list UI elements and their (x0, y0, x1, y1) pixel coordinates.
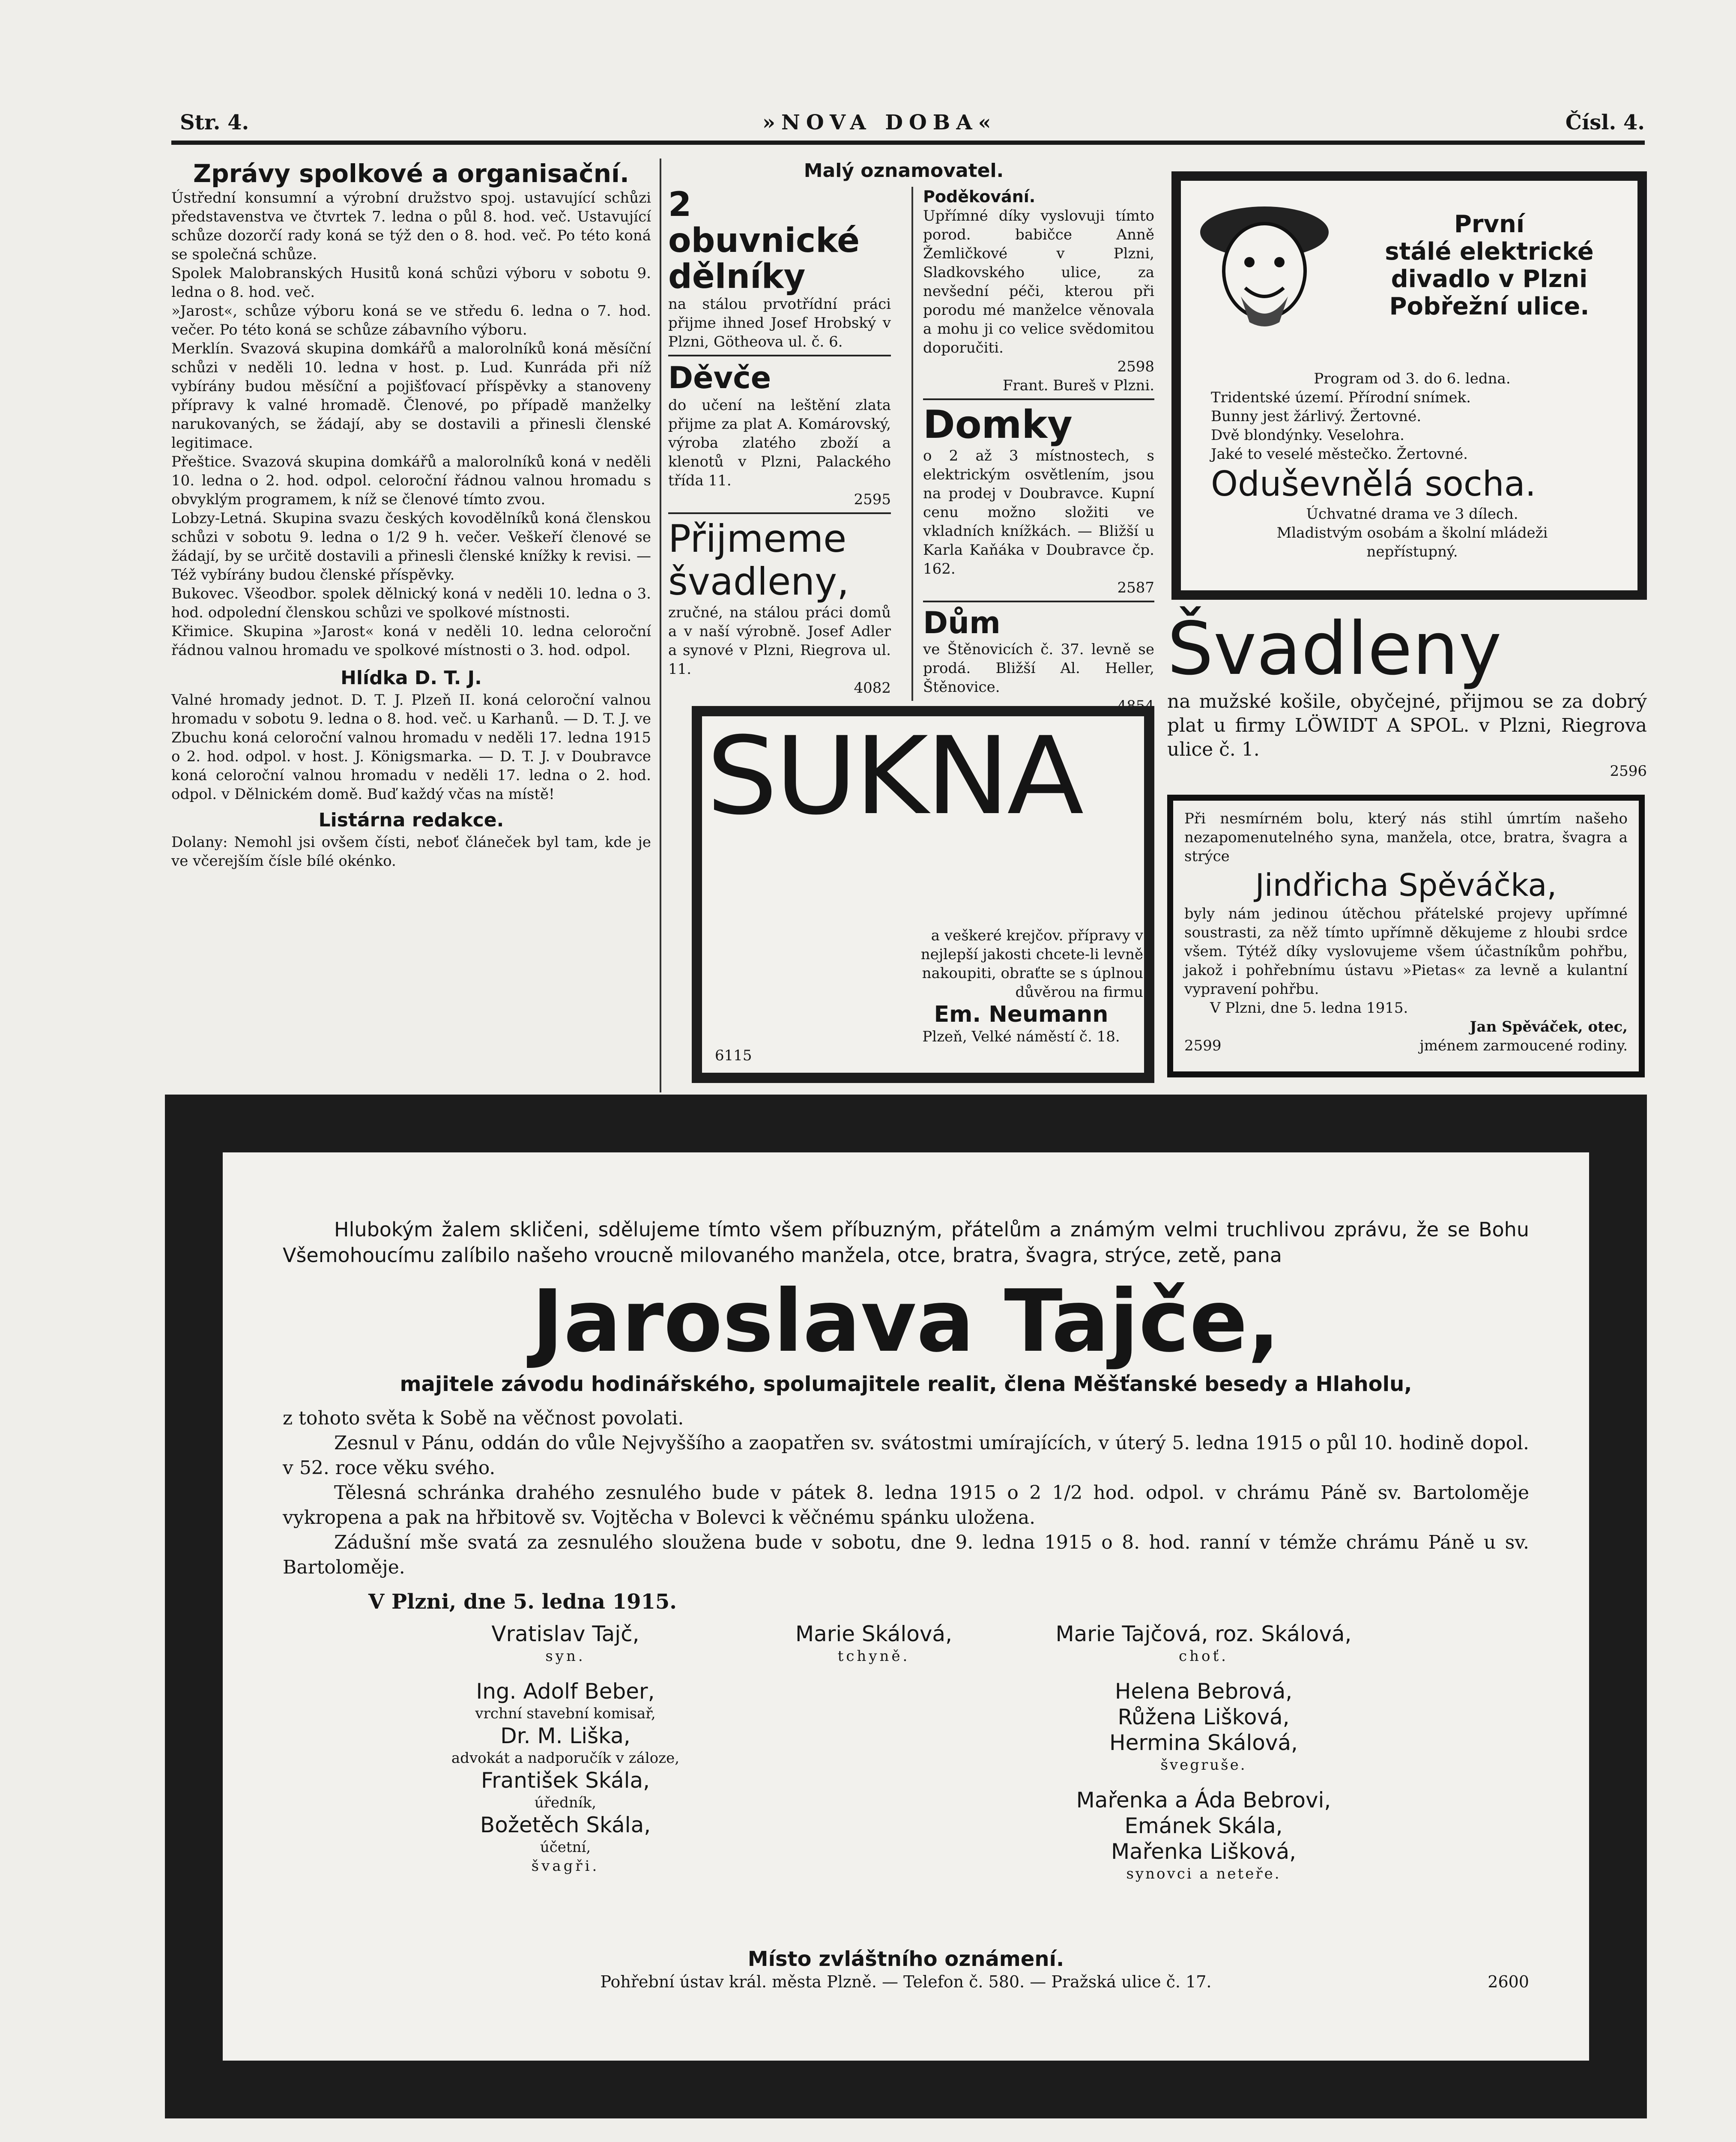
mourner-role: švegruše. (1160, 1756, 1247, 1774)
obituary-line: Zádušní mše svatá za zesnulého sloužena bude v sobotu, dne 9. ledna 1915 o 8. hod. ranní v témže chrámu Páně u sv. Bartoloměje. (283, 1532, 1529, 1578)
thanks-footer (1184, 1036, 1628, 1055)
thanks-signature: Jan Spěváček, otec, (1470, 1018, 1628, 1035)
mourner-name: Dr. M. Liška, (500, 1723, 630, 1748)
ad-text: ve Štěnovicích č. 37. levně se prodá. Bližší Al. Heller, Štěnovice. (923, 641, 1154, 696)
mourner-name: Vratislav Tajč, (491, 1621, 639, 1646)
page-number: Str. 4. (180, 111, 249, 135)
ad-headline: Děvče (668, 360, 771, 395)
ad-headline: Domky (923, 402, 1073, 447)
mourner-role: účetní, (540, 1839, 591, 1856)
mourner-name: Emánek Skála, (1124, 1813, 1283, 1838)
mourner-role: choť. (1179, 1648, 1228, 1665)
column-classifieds-right (923, 187, 1154, 701)
issue-number: Čísl. 4. (1565, 111, 1645, 135)
deceased-name: Jindřicha Spěváčka, (1255, 867, 1557, 903)
ad-text: zručné, na stálou práci domů a v naší výrobně. Josef Adler a synové v Plzni, Riegrova ul. 11. (668, 604, 891, 678)
page-header (180, 111, 1645, 145)
cinema-title-line: stálé elektrické (1385, 238, 1594, 266)
section-title: Listárna redakce. (318, 809, 504, 831)
deceased-role: majitele závodu hodinářského, spolumajitele realit, člena Měšťanské besedy a Hlaholu, (400, 1372, 1412, 1396)
ad-number (1167, 762, 1647, 781)
obituary-footer (283, 1971, 1529, 1992)
cinema-ad (1171, 171, 1647, 600)
column-associations (171, 159, 651, 1092)
ad-number (923, 357, 1154, 376)
obituary-line: Tělesná schránka drahého zesnulého bude v pátek 8. ledna 1915 o 2 1/2 hod. odpol. v chrámu Páně sv. Bartoloměje vykropena a pak na hřbitově sv. Vojtěcha v Bolevci k věčnému spánku uložena. (283, 1482, 1529, 1529)
ad-number-text: 2595 (854, 491, 891, 508)
mourner-role: tchyně. (837, 1648, 910, 1665)
mourner-name: Mařenka a Áda Bebrovi, (1076, 1788, 1331, 1813)
ad-text: do učení na leštění zlata přijme za plat A. Komárovský, výroba zlatého zboží a klenotů v Plzni, Palackého třída 11. (668, 397, 891, 489)
ad-number-text: 2596 (1610, 763, 1647, 780)
mourners-left (411, 1621, 720, 1876)
ad-headline: švadleny, (668, 559, 849, 604)
deceased-name: Jaroslava Tajče, (532, 1271, 1280, 1371)
ad-number (923, 578, 1154, 597)
article-paragraph: Přeštice. Svazová skupina domkářů a malorolníků koná v neděli 10. ledna o 2. hod. odpol. celoroční řádnou valnou hromadu s obvyklým programem, k níž se členové tímto zvou. (171, 453, 651, 508)
article-paragraph: »Jarost«, schůze výboru koná se ve středu 6. ledna o 7. hod. večer. Po této koná se schůze zábavního výboru. (171, 302, 651, 338)
divider (923, 601, 1154, 602)
obituary-place: V Plzni, dne 5. ledna 1915. (368, 1590, 677, 1614)
header-rule (171, 141, 1645, 145)
program-item: Tridentské území. Přírodní snímek. (1211, 389, 1471, 406)
ad-headline: Švadleny (1167, 607, 1502, 691)
mourner-name: Mařenka Lišková, (1111, 1839, 1296, 1864)
age-notice: Mladistvým osobám a školní mládeži nepřístupný. (1276, 524, 1548, 560)
section-title: Zprávy spolkové a organisační. (193, 159, 629, 188)
thanks-signature-2: jménem zarmoucené rodiny. (1419, 1037, 1628, 1054)
thanks-notice (1167, 795, 1645, 1077)
article-paragraph: Merklín. Svazová skupina domkářů a malorolníků koná měsíční schůzi v neděli 10. ledna v host. p. Lud. Kunráda při níž vybírány budou měsíční a pojišťovací příspěvky a stanoveny přípravy k valné hromadě. Členové, po případě manželky narukovaných, se žádají, aby se dostavili a přinesli členské legitimace. (171, 340, 651, 452)
obituary-frame (165, 1095, 1647, 2118)
cinema-title-line: První (1454, 210, 1525, 238)
thanks-text: byly nám jedinou útěchou přátelské projevy upřímné soustrasti, za něž tímto upřímně děkujeme z hloubi srdce všem. Týtéž díky vyslovujeme všem účastníkům pohřbu, jakož i pohřebnímu ústavu »Pietas« za levně a kulantní vypravení pohřbu. (1184, 905, 1628, 998)
mourner-role: syn. (545, 1648, 586, 1665)
sukna-neumann-ad (692, 706, 1154, 1083)
ad-number-text: 2600 (1488, 1972, 1529, 1991)
mourner-name: Ing. Adolf Beber, (476, 1679, 655, 1704)
ad-text: o 2 až 3 místnostech, s elektrickým osvětlením, jsou na prodej v Doubravce. Kupní cenu možno složiti ve vkladních knížkách. — Bližší u Karla Kaňáka v Doubravce čp. 162. (923, 447, 1154, 577)
bearded-face-illustration (1194, 194, 1335, 335)
ad-title: Poděkování. (923, 187, 1036, 206)
firm-name: Em. Neumann (934, 1002, 1109, 1027)
ad-number-text: 2587 (1117, 579, 1154, 596)
ad-number-text: 2599 (1184, 1037, 1222, 1054)
ad-text: na stálou prvotřídní práci přijme ihned Josef Hrobský v Plzni, Götheova ul. č. 6. (668, 296, 891, 350)
program-item: Bunny jest žárlivý. Žertovné. (1211, 408, 1422, 425)
mourners (283, 1621, 1529, 1947)
mourner-name: Marie Tajčová, roz. Skálová, (1055, 1621, 1352, 1646)
mourner-name: František Skála, (481, 1768, 650, 1793)
program-item: Jaké to veselé městečko. Žertovné. (1211, 446, 1468, 463)
cinema-title-line: Pobřežní ulice. (1389, 293, 1590, 320)
mourner-name: Helena Bebrová, (1115, 1679, 1293, 1704)
program-item: Dvě blondýnky. Veselohra. (1211, 427, 1404, 444)
ad-number-text: 2598 (1117, 358, 1154, 375)
ad-number (668, 679, 891, 697)
column-divider (660, 159, 661, 1092)
ad-text: na mužské košile, obyčejné, přijmou se za dobrý plat u firmy LÖWIDT A SPOL. v Plzni, Riegrova ulice č. 1. (1167, 691, 1647, 760)
mourner-role: úředník, (534, 1794, 597, 1811)
ad-headline: SUKNA (706, 714, 1082, 838)
feature-subtitle: Úchvatné drama ve 3 dílech. (1306, 506, 1518, 523)
article-paragraph: Bukovec. Všeodbor. spolek dělnický koná v neděli 10. ledna o 3. hod. odpolední členskou schůzi ve spolkové místnosti. (171, 585, 651, 621)
divider (668, 512, 891, 514)
program-heading: Program od 3. do 6. ledna. (1314, 370, 1511, 387)
mourner-name: Hermina Skálová, (1109, 1730, 1298, 1755)
mourner-name: Růžena Lišková, (1117, 1705, 1290, 1729)
ad-text: Upřímné díky vyslovuji tímto porod. babičce Anně Žemličkové v Plzni, Sladkovského ulice, za nevšední péči, kterou při porodu mé manželce věnovala a mohu ji co velice svědomitou doporučiti. (923, 207, 1154, 356)
obituary-footer-title: Místo zvláštního oznámení. (747, 1947, 1064, 1971)
article-paragraph: Křimice. Skupina »Jarost« koná v neděli 10. ledna celoroční řádnou valnou hromadu ve spolkové místnosti o 3. hod. odpol. (171, 623, 651, 659)
mourner-role: advokát a nadporučík v záloze, (451, 1750, 680, 1767)
divider (923, 398, 1154, 400)
thanks-place: V Plzni, dne 5. ledna 1915. (1210, 999, 1408, 1017)
cinema-program (1211, 369, 1613, 561)
section-title: Hlídka D. T. J. (341, 667, 482, 689)
thanks-text: Při nesmírném bolu, který nás stihl úmrtím našeho nezapomenutelného syna, manžela, otce, bratra, švagra a strýce (1184, 810, 1628, 865)
column-divider (911, 187, 913, 701)
ad-headline: Přijmeme (668, 517, 847, 561)
article-paragraph: Ústřední konsumní a výrobní družstvo spoj. ustavující schůzi představenstva ve čtvrtek 7. ledna o půl 8. hod. več. Ustavující schůze dozorčí rady koná se týž den o 8. hod. več. Po této koná se společná schůze. (171, 189, 651, 263)
article-paragraph: Lobzy-Letná. Skupina svazu českých kovodělníků koná členskou schůzi v sobotu 9. ledna o 1/2 9 h. večer. Veškeří členové se žádají, by se určitě dostavili a přinesli členské knížky k revisi. — Též vybírány budou členské příspěvky. (171, 510, 651, 583)
mourner-role: synovci a neteře. (1126, 1865, 1281, 1882)
ad-number: 6115 (715, 1047, 752, 1064)
article-paragraph: Valné hromady jednot. D. T. J. Plzeň II. koná celoroční valnou hromadu v sobotu 9. ledna o 8. hod. več. u Karhanů. — D. T. J. ve Zbuchu koná celoroční valnou hromadu v neděli 17. ledna 1915 o 2. hod. odpol. v host. J. Königsmarka. — D. T. J. v Doubravce koná celoroční valnou hromadu v neděli 17. ledna o 2. hod. odpol. v Dělnickém domě. Buď každý včas na místě! (171, 691, 651, 803)
ad-headline: Dům (923, 605, 1001, 640)
firm-address: Plzeň, Velké náměstí č. 18. (922, 1028, 1120, 1045)
ad-text: a veškeré krejčov. přípravy v nejlepší jakosti chcete-li levně nakoupiti, obraťte se s úplnou důvěrou na firmu (920, 927, 1143, 1001)
ad-number (668, 490, 891, 509)
article-paragraph: Dolany: Nemohl jsi ovšem čísti, neboť článeček byl tam, kde je ve včerejším čísle bílé okénko. (171, 834, 651, 870)
ad-number-text: 4082 (854, 679, 891, 697)
cinema-title (1344, 211, 1635, 320)
ad-body (899, 926, 1143, 1046)
divider (668, 355, 891, 356)
ad-signature: Frant. Bureš v Plzni. (1002, 377, 1154, 394)
mourner-role: švagři. (531, 1858, 600, 1875)
obituary-line: Zesnul v Pánu, oddán do vůle Nejvyššího a zaopatřen sv. svátostmi umírajících, v úterý 5. ledna 1915 o půl 10. hodině dopol. v 52. roce věku svého. (283, 1432, 1529, 1479)
mourner-name: Marie Skálová, (795, 1621, 952, 1646)
masthead: »NOVA DOBA« (762, 111, 997, 135)
article-paragraph: Spolek Malobranských Husitů koná schůzi výboru v sobotu 9. ledna o 8. hod. več. (171, 265, 651, 301)
obituary-line: z tohoto světa k Sobě na věčnost povolati. (283, 1407, 684, 1429)
feature-title: Oduševnělá socha. (1211, 464, 1536, 504)
seamstress-ad (1167, 608, 1647, 780)
mourners-middle (745, 1621, 1002, 1666)
mourner-role: vrchní stavební komisař, (475, 1705, 656, 1722)
section-title: Malý oznamovatel. (804, 160, 1004, 182)
mourners-right (1011, 1621, 1396, 1883)
funeral-service: Pohřební ústav král. města Plzně. — Telefon č. 580. — Pražská ulice č. 17. (600, 1972, 1212, 1991)
obituary-paper (223, 1152, 1589, 2061)
cinema-title-line: divadlo v Plzni (1391, 265, 1588, 293)
obituary-intro: Hlubokým žalem skličeni, sdělujeme tímto všem příbuzným, přátelům a známým velmi truchlivou zprávu, že se Bohu Všemohoucímu zalíbilo našeho vroucně milovaného manžela, otce, bratra, švagra, strýce, zetě, pana (283, 1218, 1529, 1267)
ad-headline: 2 obuvnické dělníky (668, 185, 860, 296)
mourner-name: Božetěch Skála, (480, 1813, 651, 1837)
